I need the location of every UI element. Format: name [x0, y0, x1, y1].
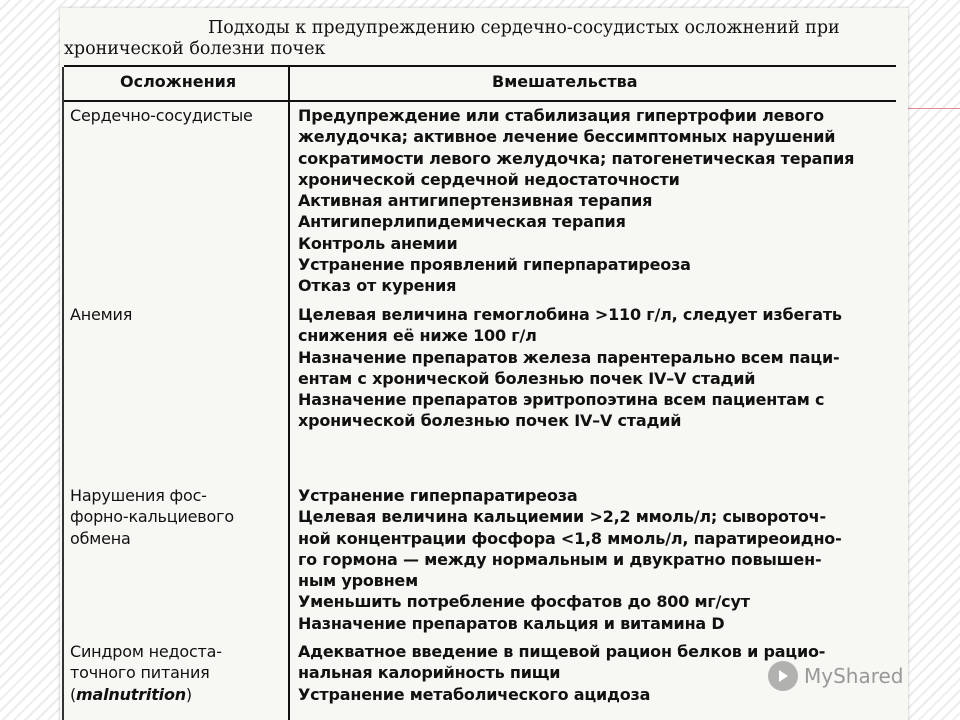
intervention-line: Назначение препаратов эритропоэтина всем пациентам с — [298, 390, 825, 410]
document-page — [60, 8, 908, 720]
watermark-text: MyShared — [804, 664, 904, 688]
page-title — [64, 18, 900, 60]
intervention-line: Активная антигипертензивная терапия — [298, 191, 653, 211]
malnutrition-term: malnutrition — [76, 684, 186, 704]
intervention-line: Уменьшить потребление фосфатов до 800 мг/сут — [298, 592, 750, 612]
row-3-interventions — [298, 485, 898, 634]
header-interventions: Вмешательства — [492, 72, 638, 91]
title-line-1: Подходы к предупреждению сердечно-сосудистых осложнений при — [208, 18, 840, 38]
intervention-line: сократимости левого желудочка; патогенетическая терапия — [298, 148, 855, 168]
intervention-line: Адекватное введение в пищевой рацион белков и рацио- — [298, 642, 826, 661]
row-1-complication — [70, 105, 284, 126]
intervention-line: Назначение препаратов кальция и витамина D — [298, 613, 725, 633]
row-1-interventions — [298, 105, 898, 297]
row-4-complication — [70, 641, 284, 705]
intervention-line: Устранение проявлений гиперпаратиреоза — [298, 255, 691, 275]
intervention-line: ентам с хронической болезнью почек IV–V стадий — [298, 368, 756, 388]
intervention-line: желудочка; активное лечение бессимптомных нарушений — [298, 127, 836, 147]
intervention-line: ным уровнем — [298, 571, 418, 591]
intervention-line: Целевая величина кальциемии >2,2 ммоль/л; сывороточ- — [298, 507, 826, 527]
intervention-line: го гормона — между нормальным и двукратно повышен- — [298, 549, 822, 569]
table-left-border — [62, 67, 64, 720]
intervention-line: Отказ от курения — [298, 276, 457, 296]
intervention-line: Предупреждение или стабилизация гипертрофии левого — [298, 106, 824, 125]
intervention-line: Назначение препаратов железа парентерально всем паци- — [298, 347, 840, 367]
table-top-rule — [64, 65, 896, 67]
intervention-line: Контроль анемии — [298, 233, 458, 253]
complication-line: Анемия — [70, 305, 133, 324]
play-icon — [768, 661, 798, 691]
intervention-line: Антигиперлипидемическая терапия — [298, 212, 626, 232]
watermark — [768, 656, 904, 696]
column-divider — [288, 67, 290, 720]
row-2-interventions — [298, 304, 898, 432]
accent-line — [908, 108, 960, 109]
intervention-line: хронической болезнью почек IV–V стадий — [298, 411, 682, 431]
complication-line: Нарушения фос- — [70, 486, 207, 505]
intervention-line: Устранение метаболического ацидоза — [298, 684, 651, 704]
table-header-rule — [64, 100, 896, 102]
row-2-complication — [70, 304, 284, 325]
intervention-line: хронической сердечной недостаточности — [298, 169, 680, 189]
complication-line: Синдром недоста- — [70, 642, 222, 661]
intervention-line: Устранение гиперпаратиреоза — [298, 486, 578, 505]
row-3-complication — [70, 485, 284, 549]
intervention-line: снижения её ниже 100 г/л — [298, 326, 537, 346]
complication-line: форно-кальциевого — [70, 507, 234, 527]
header-complications: Осложнения — [120, 72, 237, 91]
complication-line: точного питания — [70, 663, 210, 683]
title-line-2: хронической болезни почек — [64, 39, 326, 59]
intervention-line: ной концентрации фосфора <1,8 ммоль/л, паратиреоидно- — [298, 528, 842, 548]
intervention-line: Целевая величина гемоглобина >110 г/л, следует избегать — [298, 305, 842, 324]
complication-line: Сердечно-сосудистые — [70, 106, 253, 125]
complication-line: обмена — [70, 528, 131, 548]
intervention-line: нальная калорийность пищи — [298, 663, 561, 683]
complication-line-italic: (malnutrition) — [70, 684, 192, 704]
